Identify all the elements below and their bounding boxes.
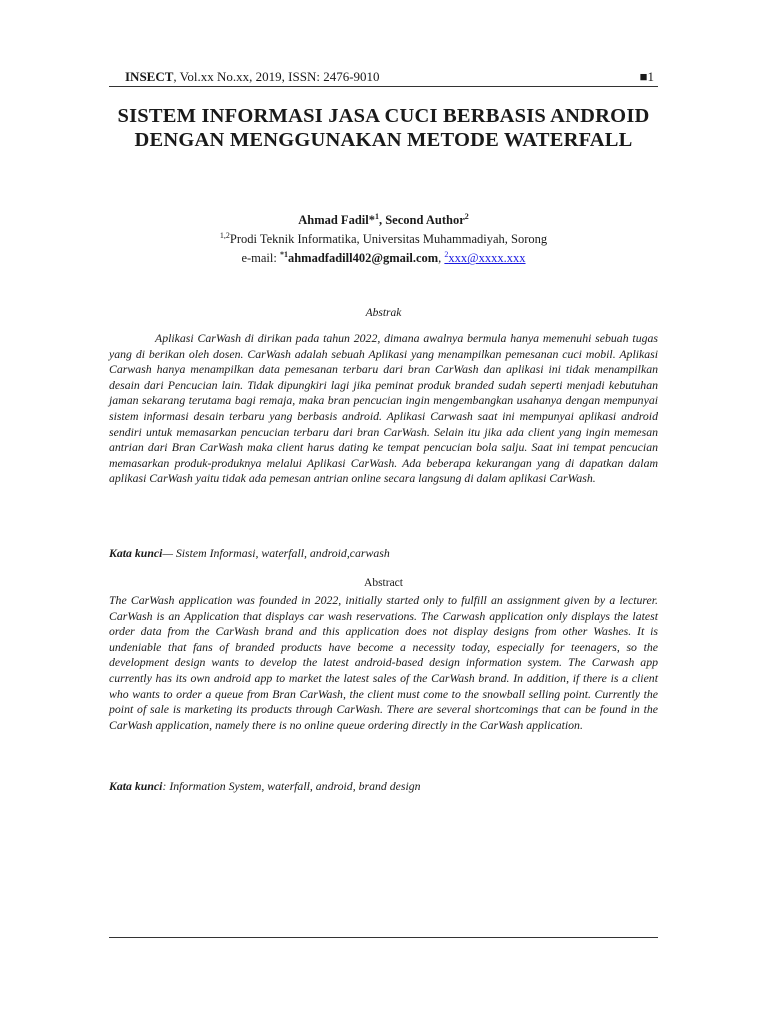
footer-rule [109,937,658,938]
email-primary: ahmadfadill402@gmail.com [287,251,439,266]
email-secondary-link[interactable]: $^2$xxx@xxxx.xxx [444,250,526,266]
abstract-body: The CarWash application was founded in 2022, initially started only to fulfill an assignment given by a lecturer. CarWash is an Application that displays car wash reservations. The Carwash application only displays the latest order data from the CarWash brand and this application does not display designs from other Washes. It is undeniable that fans of branded products have become a necessity today, especially for teenagers, so the development design wants to develop the latest android-based design information system. The Carwash app currently has its own android app to market the latest sales of the CarWash brand. In addition, if there is a client who wants to order a queue from Bran CarWash, the client must come to the snowball selling point. Currently the point of sale is marketing its products through CarWash. There are several shortcomings that can be found in the CarWash application, namely there is no online queue ordering directly in the CarWash application. [109,593,658,732]
journal-info: , Vol.xx No.xx, 2019, ISSN: 2476-9010 [173,69,380,84]
abstrak-heading: Abstrak [365,307,402,319]
paper-title: SISTEM INFORMASI JASA CUCI BERBASIS ANDROID DENGAN MENGGUNAKAN METODE WATERFALL [117,105,650,151]
author-affiliation: $^{1,2}$Prodi Teknik Informatika, Universitas Muhammadiyah, Sorong [219,231,548,247]
keywords-en: Kata kunci: Information System, waterfall, android, brand design [109,779,421,793]
journal-citation [125,69,380,85]
journal-name: INSECT [125,69,174,84]
author-block [109,209,658,266]
author-emails: e-mail: $^{*1}$ahmadfadill402@gmail.com, $^2$xxx@xxxx.xxx [241,250,526,266]
keywords-id: Kata kunci— Sistem Informasi, waterfall, android,carwash [109,546,390,560]
page-number: ■1 [639,69,654,84]
abstract-heading: Abstract [364,577,403,589]
author-names: Ahmad Fadil*$^1$, Second Author$^2$ [298,212,469,228]
abstrak-body: Aplikasi CarWash di dirikan pada tahun 2022, dimana awalnya bermula hanya memenuhi sebuah tugas yang di berikan oleh dosen. CarWash adalah sebuah Aplikasi yang menampilkan pemesanan cuci mobil. Aplikasi Carwash hanya menampilkan data pemesanan terbaru dari bran CarWash dan aplikasi ini tidak menampilkan desain dari Pencucian lain. Tidak dipungkiri lagi jika peminat produk branded sudah seperti menjadi kebutuhan jaman sekarang terutama bagi remaja, maka bran pencucian ingin mengembangkan usahanya dengan mempunyai sistem informasi desain terbaru yang berbasis android. Aplikasi Carwash saat ini mempunyai aplikasi android sendiri untuk memasarkan pencucian terbaru dari bran CarWash. Selain itu jika ada client yang ingin memesan antrian dari Bran CarWash maka client harus dating ke tempat pencucian bola salju. Saat ini tempat pencucian memasarkan produk-produknya melalui Aplikasi CarWash. Ada beberapa kekurangan yang di dapatkan dalam aplikasi CarWash yaitu tidak ada pemesan antrian online secara langsung di dalam aplikasi CarWash. [109,331,658,486]
running-header [109,66,658,87]
